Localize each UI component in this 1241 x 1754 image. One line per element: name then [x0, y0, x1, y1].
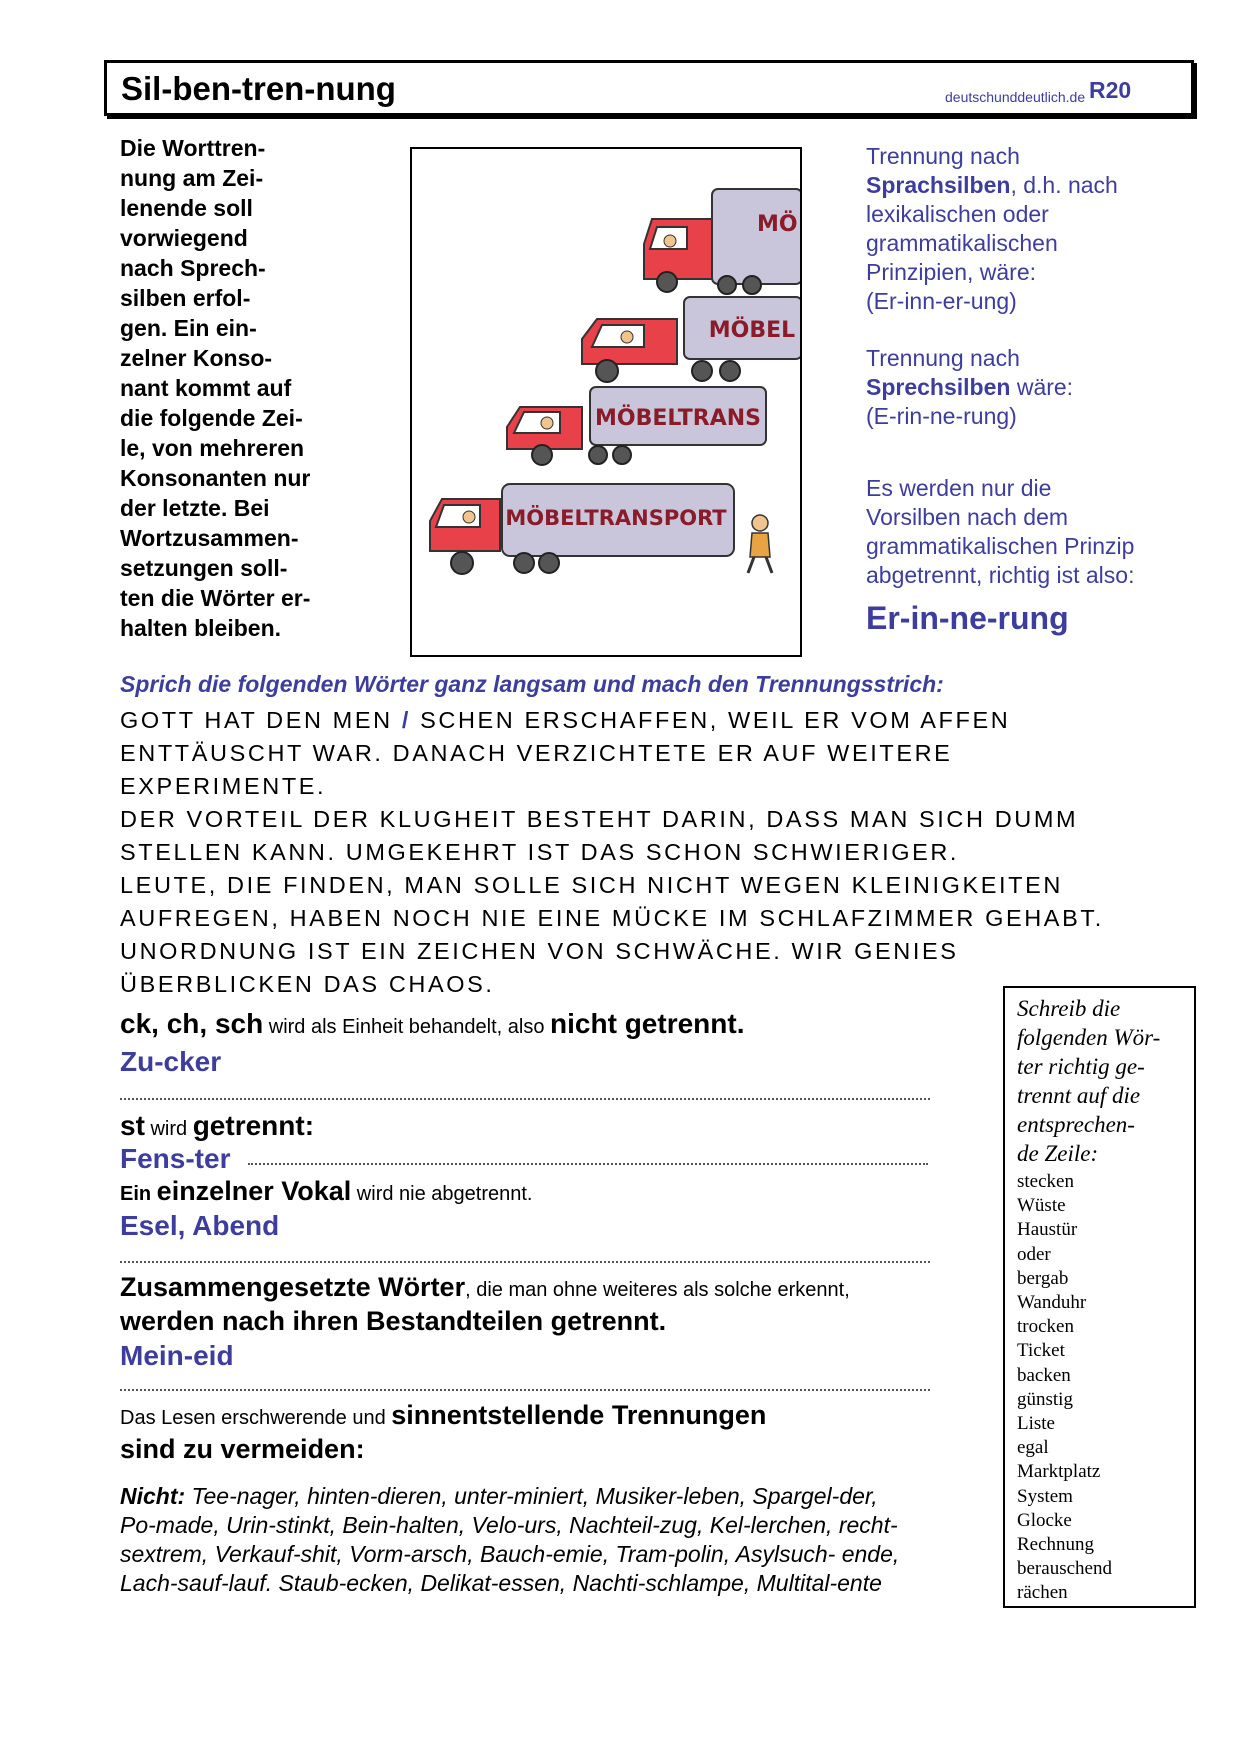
intro-line: vorwiegend — [120, 225, 248, 251]
answer-line[interactable] — [120, 1098, 930, 1100]
text: Trennung nach — [866, 345, 1020, 371]
list-item: oder — [1017, 1243, 1051, 1265]
word-list-box — [1003, 986, 1196, 1608]
list-item: System — [1017, 1485, 1073, 1507]
text: Es werden nur die — [866, 475, 1052, 501]
truck-4 — [430, 484, 772, 574]
exercise-line: DER VORTEIL DER KLUGHEIT BESTEHT DARIN, DASS MAN SICH DUMM — [120, 806, 1079, 832]
text: abgetrennt, richtig ist also: — [866, 562, 1135, 588]
list-item: Wanduhr — [1017, 1292, 1087, 1314]
truck-label: MÖBELTRANSPORT — [505, 506, 727, 530]
rule-sinnentstellend — [120, 1400, 766, 1431]
rule-term: getrennt: — [192, 1110, 315, 1141]
exercise-line: UNORDNUNG IST EIN ZEICHEN VON SCHWÄCHE. WIR GENIES — [120, 938, 959, 964]
result-word: Er-in-ne-rung — [866, 600, 1069, 636]
intro-line: setzungen soll- — [120, 555, 288, 581]
text: grammatikalischen — [866, 230, 1058, 256]
exercise-line: ÜBERBLICKEN DAS CHAOS. — [120, 971, 495, 997]
truck-2 — [582, 297, 800, 382]
text: Das Lesen erschwerende und — [120, 1407, 392, 1429]
intro-line: nach Sprech- — [120, 255, 266, 281]
text: , die man ohne weiteres als solche erkennt, — [465, 1279, 850, 1301]
text: wäre: — [1010, 374, 1074, 400]
example-line: sextrem, Verkauf-shit, Vorm-arsch, Bauch-emie, Tram-polin, Asylsuch- ende, — [120, 1541, 900, 1567]
text: lexikalischen oder — [866, 201, 1049, 227]
answer-line[interactable] — [248, 1163, 928, 1165]
word-list — [1017, 1170, 1112, 1606]
intro-line: gen. Ein ein- — [120, 315, 257, 341]
text: SCHEN ERSCHAFFEN, WEIL ER VOM AFFEN — [410, 707, 1011, 733]
intro-line: nant kommt auf — [120, 375, 292, 401]
intro-line: silben erfol- — [120, 285, 251, 311]
rule-zusammengesetzt — [120, 1272, 850, 1303]
explanation-sprechsilben — [866, 344, 1073, 431]
instruction-line: entsprechen- — [1017, 1112, 1135, 1137]
truck-label: MÖBEL — [708, 318, 796, 343]
list-item: Ticket — [1017, 1340, 1065, 1362]
truck-1 — [644, 189, 800, 294]
example-word: Esel, Abend — [120, 1210, 280, 1241]
separator-mark: / — [401, 707, 411, 733]
text: Vorsilben nach dem — [866, 504, 1069, 530]
exercise-line — [120, 704, 1104, 737]
text: wird als Einheit behandelt, also — [263, 1016, 551, 1038]
example-line: Lach-sauf-lauf. Staub-ecken, Delikat-essen, Nachti-schlampe, Multital-ente — [120, 1570, 882, 1596]
exercise-line: LEUTE, DIE FINDEN, MAN SOLLE SICH NICHT WEGEN KLEINIGKEITEN — [120, 872, 1063, 898]
truck-3 — [507, 387, 766, 465]
intro-line: die folgende Zei- — [120, 405, 303, 431]
list-item: backen — [1017, 1364, 1071, 1386]
term-sprachsilben: Sprachsilben — [866, 172, 1011, 198]
rule-vokal — [120, 1176, 532, 1207]
rule-term: st — [120, 1110, 145, 1141]
intro-line: Konsonanten nur — [120, 465, 311, 491]
worksheet-code: R20 — [1089, 77, 1132, 103]
instruction-line: trennt auf die — [1017, 1083, 1141, 1108]
rule-term: sind zu vermeiden: — [120, 1434, 365, 1464]
instruction-line: de Zeile: — [1017, 1141, 1099, 1166]
instruction-line: folgenden Wör- — [1017, 1025, 1161, 1050]
instruction-line: Schreib die — [1017, 996, 1121, 1021]
intro-line: nung am Zei- — [120, 165, 264, 191]
exercise-line: STELLEN KANN. UMGEKEHRT IST DAS SCHON SCHWIERIGER. — [120, 839, 960, 865]
text: Tee-nager, hinten-dieren, unter-miniert, Musiker-leben, Spargel-der, — [185, 1483, 878, 1509]
rule-term: sinnentstellende Trennungen — [391, 1400, 767, 1430]
text: grammatikalischen Prinzip — [866, 533, 1135, 559]
truck-illustration — [410, 147, 802, 657]
exercise-instruction: Sprich die folgenden Wörter ganz langsam und mach den Trennungsstrich: — [120, 671, 944, 697]
example-word: Mein-eid — [120, 1340, 234, 1371]
text: wird — [144, 1118, 193, 1140]
example-word: Zu-cker — [120, 1046, 222, 1077]
rule-term: nicht getrennt — [550, 1008, 737, 1039]
intro-line: le, von mehreren — [120, 435, 305, 461]
nicht-label: Nicht: — [120, 1483, 186, 1509]
intro-line: ten die Wörter er- — [120, 585, 311, 611]
list-item: Haustür — [1017, 1219, 1078, 1241]
explanation-vorsilben — [866, 474, 1134, 590]
answer-line[interactable] — [120, 1389, 930, 1391]
list-item: bergab — [1017, 1267, 1069, 1289]
rule-st — [120, 1110, 314, 1142]
list-item: stecken — [1017, 1171, 1074, 1192]
header-box — [104, 60, 1194, 116]
list-item: Liste — [1017, 1413, 1055, 1435]
intro-text — [120, 133, 335, 643]
list-item: Marktplatz — [1017, 1461, 1101, 1483]
text: Ein — [120, 1183, 157, 1205]
rule-ck-ch-sch — [120, 1008, 744, 1040]
exercise-line: ENTTÄUSCHT WAR. DANACH VERZICHTETE ER AUF WEITERE — [120, 740, 953, 766]
site-name: deutschunddeutlich.de — [945, 89, 1086, 105]
list-item: günstig — [1017, 1388, 1073, 1410]
example-word: Fens-ter — [120, 1143, 231, 1174]
bad-hyphenation-examples — [120, 1482, 899, 1598]
list-item: trocken — [1017, 1316, 1074, 1338]
list-item: berauschend — [1017, 1558, 1112, 1580]
exercise-line: EXPERIMENTE. — [120, 773, 327, 799]
list-item: egal — [1017, 1437, 1049, 1459]
list-item: Wüste — [1017, 1195, 1066, 1217]
intro-line: halten bleiben. — [120, 615, 282, 641]
intro-line: lenende soll — [120, 195, 253, 221]
list-item: Glocke — [1017, 1509, 1072, 1531]
exercise-text — [120, 704, 1104, 1001]
text: Trennung nach — [866, 143, 1020, 169]
text: . — [736, 1008, 745, 1039]
truck-cartoon — [412, 149, 800, 655]
text: Prinzipien, wäre: — [866, 259, 1037, 285]
explanation-sprachsilben — [866, 142, 1118, 316]
truck-label: MÖBELTRANS — [595, 406, 761, 431]
list-item: rächen — [1017, 1582, 1068, 1604]
text: (E-rin-ne-rung) — [866, 403, 1017, 429]
instruction-line: ter richtig ge- — [1017, 1054, 1145, 1079]
intro-line: der letzte. Bei — [120, 495, 270, 521]
example-line — [120, 1482, 899, 1511]
text: GOTT HAT DEN MEN — [120, 707, 402, 733]
truck-label: MÖ — [757, 212, 798, 237]
rule-term: ck, ch, sch — [120, 1008, 264, 1039]
term-sprechsilben: Sprechsilben — [866, 374, 1011, 400]
intro-line: Wortzusammen- — [120, 525, 299, 551]
rule-term: werden nach ihren Bestandteilen getrennt. — [120, 1306, 667, 1336]
text: , d.h. nach — [1010, 172, 1118, 198]
list-item: Rechnung — [1017, 1534, 1095, 1556]
example-line: Po-made, Urin-stinkt, Bein-halten, Velo-urs, Nachteil-zug, Kel-lerchen, recht- — [120, 1512, 898, 1538]
intro-line: Die Worttren- — [120, 135, 266, 161]
intro-line: zelner Konso- — [120, 345, 273, 371]
page-title: Sil-ben-tren-nung — [121, 70, 396, 107]
exercise-line: AUFREGEN, HABEN NOCH NIE EINE MÜCKE IM SCHLAFZIMMER GEHABT. — [120, 905, 1104, 931]
text: wird nie abgetrennt. — [351, 1183, 533, 1205]
answer-line[interactable] — [120, 1261, 930, 1263]
rule-term: Zusammengesetzte Wörter — [120, 1272, 466, 1302]
word-list-instruction — [1017, 994, 1160, 1168]
rule-term: einzelner Vokal — [156, 1176, 352, 1206]
text: (Er-inn-er-ung) — [866, 288, 1017, 314]
